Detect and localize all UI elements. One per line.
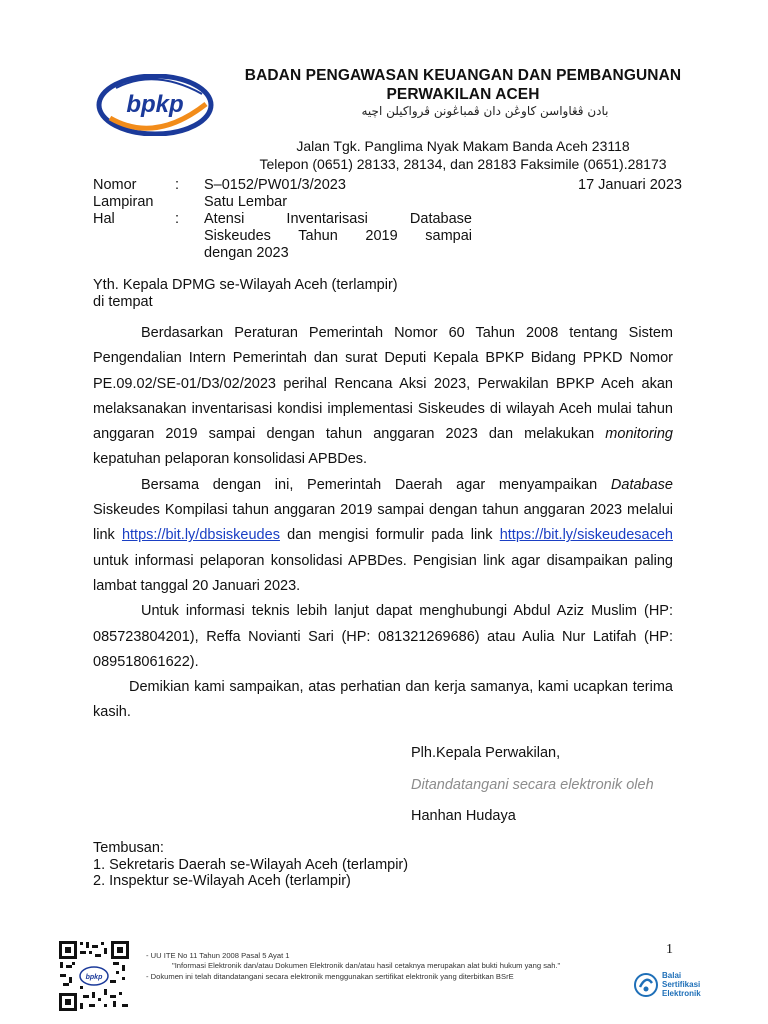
lampiran-value: Satu Lembar	[204, 194, 288, 210]
nomor-colon: :	[175, 177, 180, 193]
paragraph-3: Untuk informasi teknis lebih lanjut dapat menghubungi Abdul Aziz Muslim (HP: 085723804201), Reffa Novianti Sari (HP: 081321269686) atau Aulia Nur Latifah (HP: 089518061622).	[93, 603, 673, 670]
footer-note-line-2: "Informasi Elektronik dan/atau Dokumen Elektronik dan/atau hasil cetaknya merupakan alat bukti hukum yang sah."	[172, 961, 561, 971]
copies-section	[93, 840, 408, 890]
p1-italic: monitoring	[605, 426, 673, 443]
agency-line-2: PERWAKILAN ACEH	[386, 86, 540, 103]
esign-note: Ditandatangani secara elektronik oleh	[411, 777, 654, 793]
nomor-label: Nomor	[93, 177, 137, 193]
lampiran-label: Lampiran	[93, 194, 154, 210]
logo-text: bpkp	[126, 91, 184, 118]
agency-name	[228, 66, 698, 104]
qr-logo-text: bpkp	[85, 974, 103, 981]
signatory-name: Hanhan Hudaya	[411, 808, 516, 824]
hal-value-line-2: Siskeudes Tahun 2019 sampai	[204, 228, 472, 244]
hal-colon: :	[175, 211, 180, 227]
p2-text-b: Siskeudes Kompilasi tahun anggaran 2019 sampai dengan tahun anggaran 2023 melalui link	[93, 502, 673, 544]
p2-text-a: Bersama dengan ini, Pemerintah Daerah agar menyampaikan	[141, 476, 611, 493]
agency-arabic-script: بادن ڤڠاواسن كاوڠن دان ڤمباڠونن ڤرواكيلن اچيه	[361, 104, 609, 118]
copies-item-1: 1. Sekretaris Daerah se-Wilayah Aceh (terlampir)	[93, 856, 409, 873]
agency-line-1: BADAN PENGAWASAN KEUANGAN DAN PEMBANGUNAN	[244, 67, 682, 84]
addressee-line-1: Yth. Kepala DPMG se-Wilayah Aceh (terlampir)	[93, 277, 398, 293]
p2-text-d: untuk informasi pelaporan konsolidasi APBDes. Pengisian link agar disampaikan paling lambat tanggal 20 Januari 2023.	[93, 552, 673, 594]
copies-item-2: 2. Inspektur se-Wilayah Aceh (terlampir)	[93, 873, 351, 889]
hal-value-line-1: Atensi Inventarisasi Database	[204, 211, 472, 227]
bsre-line-2: Sertifikasi	[662, 980, 701, 989]
qr-code-icon	[58, 940, 130, 1012]
footer-note-line-1: - UU ITE No 11 Tahun 2008 Pasal 5 Ayat 1	[146, 951, 290, 960]
paragraph-2	[93, 473, 673, 599]
address-line-1: Jalan Tgk. Panglima Nyak Makam Banda Aceh 23118	[296, 138, 630, 154]
copies-label: Tembusan:	[93, 840, 164, 856]
link-dbsiskeudes[interactable]: https://bit.ly/dbsiskeudes	[121, 527, 280, 544]
addressee	[93, 277, 398, 311]
hal-label: Hal	[93, 211, 115, 227]
page-number: 1	[666, 942, 673, 957]
address-line-2: Telepon (0651) 28133, 28134, dan 28183 Faksimile (0651).28173	[259, 156, 667, 172]
footer-legal-note	[146, 951, 646, 982]
addressee-line-2: di tempat	[93, 294, 153, 310]
signature-title: Plh.Kepala Perwakilan,	[411, 745, 561, 761]
paragraph-4: Demikian kami sampaikan, atas perhatian dan kerja samanya, kami ucapkan terima kasih.	[93, 679, 673, 721]
bsre-line-3: Elektronik	[662, 989, 701, 998]
p1-text-b: kepatuhan pelaporan konsolidasi APBDes.	[93, 451, 368, 468]
p1-text-a: Berdasarkan Peraturan Pemerintah Nomor 60 Tahun 2008 tentang Sistem Pengendalian Intern Pemerintah dan surat Deputi Kepala BPKP Bidang PPKD Nomor PE.09.02/SE-01/D3/02/2023 perihal Rencana Aksi 2023, Perwakilan BPKP Aceh akan melaksanakan inventarisasi kondisi implementasi Siskeudes di wilayah Aceh mulai tahun anggaran 2019 sampai dengan tahun anggaran 2023 dan melakukan	[93, 325, 673, 443]
bsre-line-1: Balai	[662, 971, 682, 980]
paragraph-1	[93, 321, 673, 473]
p2-italic: Database	[610, 476, 673, 493]
agency-address	[228, 137, 698, 173]
footer-note-line-3: - Dokumen ini telah ditandatangani secara elektronik menggunakan sertifikat elektronik yang diterbitkan BSrE	[146, 971, 514, 981]
bpkp-logo	[96, 74, 214, 136]
letter-date: 17 Januari 2023	[578, 177, 682, 193]
letter-body	[93, 321, 673, 726]
p2-text-c: dan mengisi formulir pada link	[279, 527, 500, 544]
bsre-logo	[634, 969, 734, 1001]
nomor-value: S–0152/PW01/3/2023	[204, 177, 346, 193]
link-siskeudesaceh[interactable]: https://bit.ly/siskeudesaceh	[499, 527, 673, 544]
hal-value-line-3: dengan 2023	[204, 245, 289, 261]
